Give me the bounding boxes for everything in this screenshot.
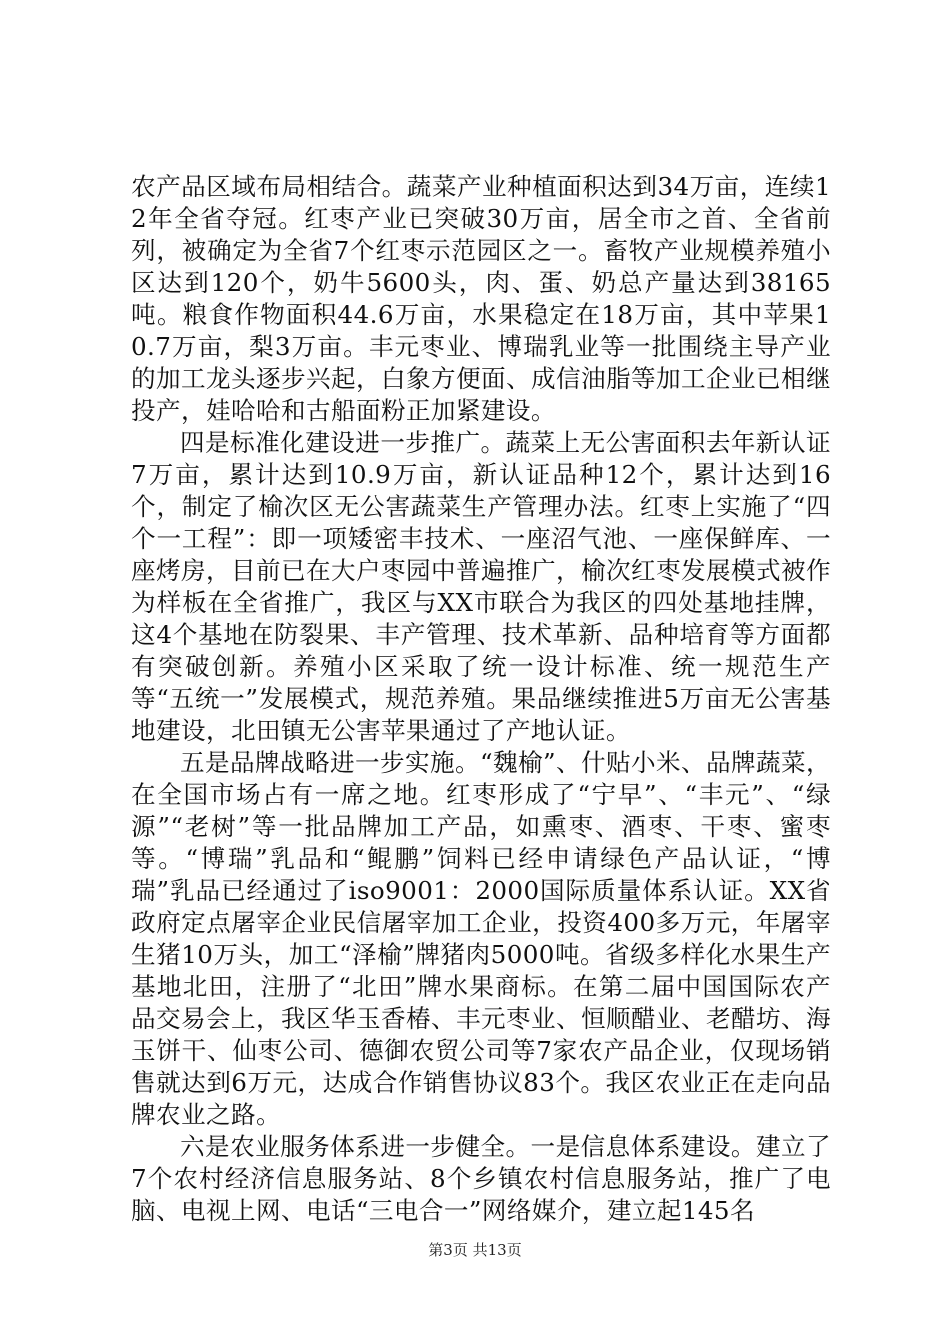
document-body: [131, 171, 831, 1227]
paragraph-service-system: 六是农业服务体系进一步健全。一是信息体系建设。建立了7个农村经济信息服务站、8个乡镇农村信息服务站，推广了电脑、电视上网、电话“三电合一”网络媒介，建立起145名: [131, 1132, 831, 1225]
paragraph-brand-strategy: 五是品牌战略进一步实施。“魏榆”、什贴小米、品牌蔬菜，在全国市场占有一席之地。红枣形成了“宁早”、“丰元”、“绿源”“老树”等一批品牌加工产品，如熏枣、酒枣、干枣、蜜枣等。“博瑞”乳品和“鲲鹏”饲料已经申请绿色产品认证，“博瑞”乳品已经通过了iso9001：2000国际质量体系认证。XX省政府定点屠宰企业民信屠宰加工企业，投资400多万元，年屠宰生猪10万头，加工“泽榆”牌猪肉5000吨。省级多样化水果生产基地北田，注册了“北田”牌水果商标。在第二届中国国际农产品交易会上，我区华玉香椿、丰元枣业、恒顺醋业、老醋坊、海玉饼干、仙枣公司、德御农贸公司等7家农产品企业，仅现场销售就达到6万元，达成合作销售协议83个。我区农业正在走向品牌农业之路。: [131, 748, 831, 1129]
paragraph-continued: 农产品区域布局相结合。蔬菜产业种植面积达到34万亩，连续12年全省夺冠。红枣产业已突破30万亩，居全市之首、全省前列，被确定为全省7个红枣示范园区之一。畜牧产业规模养殖小区达到120个，奶牛5600头，肉、蛋、奶总产量达到38165吨。粮食作物面积44.6万亩，水果稳定在18万亩，其中苹果10.7万亩，梨3万亩。丰元枣业、博瑞乳业等一批围绕主导产业的加工龙头逐步兴起，白象方便面、成信油脂等加工企业已相继投产，娃哈哈和古船面粉正加紧建设。: [131, 172, 831, 425]
page-footer: [0, 1240, 950, 1260]
paragraph-standardization: 四是标准化建设进一步推广。蔬菜上无公害面积去年新认证7万亩，累计达到10.9万亩，新认证品种12个，累计达到16个，制定了榆次区无公害蔬菜生产管理办法。红枣上实施了“四个一工程”：即一项矮密丰技术、一座沼气池、一座保鲜库、一座烤房，目前已在大户枣园中普遍推广，榆次红枣发展模式被作为样板在全省推广，我区与XX市联合为我区的四处基地挂牌，这4个基地在防裂果、丰产管理、技术革新、品种培育等方面都有突破创新。养殖小区采取了统一设计标准、统一规范生产等“五统一”发展模式，规范养殖。果品继续推进5万亩无公害基地建设，北田镇无公害苹果通过了产地认证。: [131, 428, 831, 745]
page-number-label: 第3页 共13页: [428, 1241, 522, 1259]
